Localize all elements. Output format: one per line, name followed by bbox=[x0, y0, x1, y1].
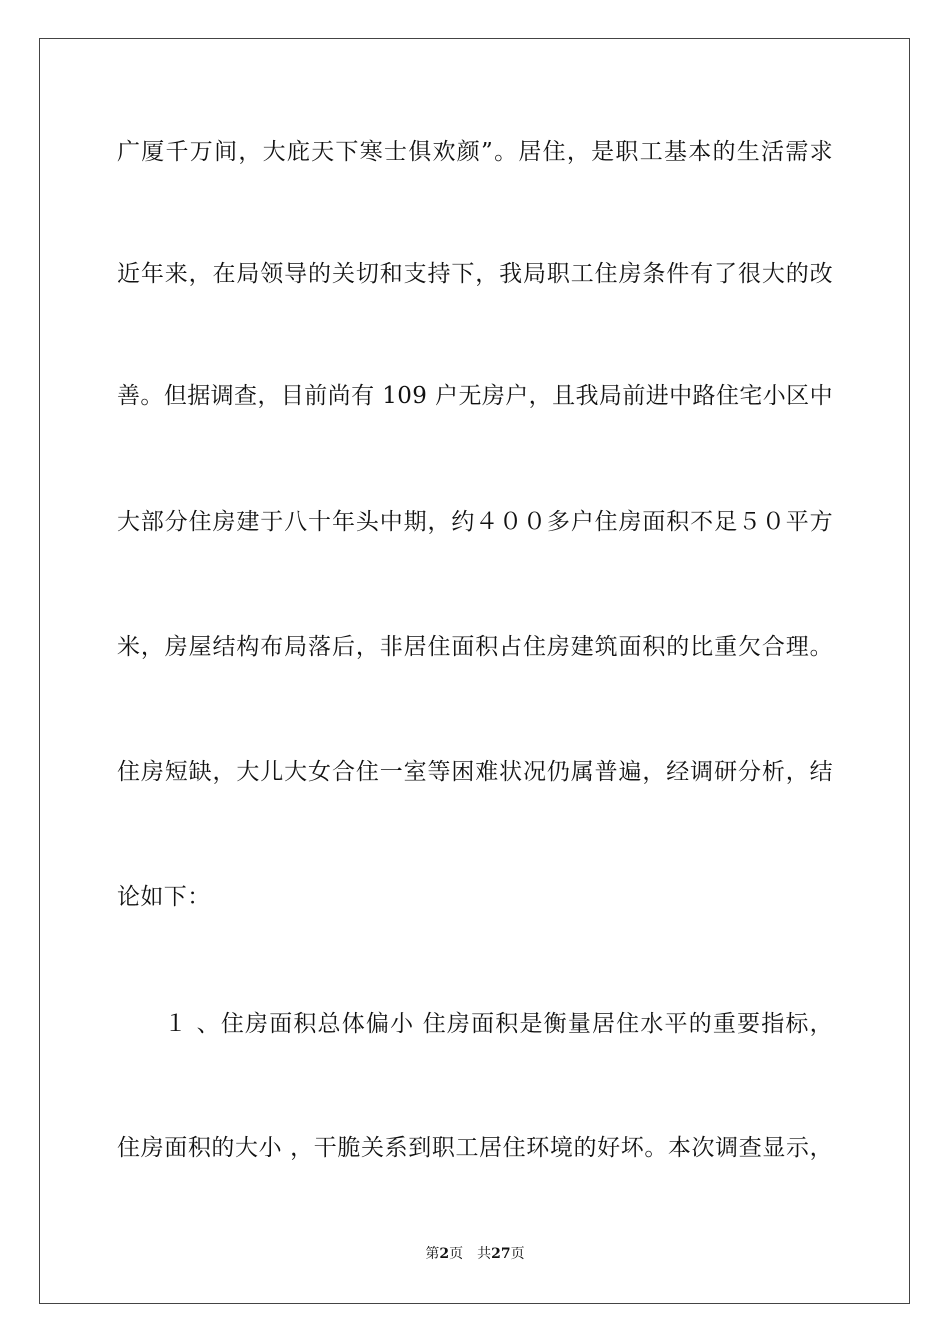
footer-page-total: 27 bbox=[491, 1246, 511, 1262]
text-line-4: 大部分住房建于八十年头中期，约４００多户住房面积不足５０平方 bbox=[117, 509, 833, 535]
footer-total-prefix: 共 bbox=[477, 1246, 492, 1262]
text-line-2: 近年来，在局领导的关切和支持下，我局职工住房条件有了很大的改 bbox=[117, 261, 833, 287]
text-line-7: 论如下： bbox=[117, 884, 211, 910]
text-line-8: １ 、住房面积总体偏小 住房面积是衡量居住水平的重要指标， bbox=[164, 1011, 833, 1037]
footer-total-unit: 页 bbox=[510, 1246, 525, 1262]
text-line-1: 广厦千万间，大庇天下寒士俱欢颜”。居住，是职工基本的生活需求 bbox=[117, 139, 833, 165]
page-footer bbox=[0, 1245, 950, 1263]
text-line-3: 善。但据调查，目前尚有 109 户无房户，且我局前进中路住宅小区中 bbox=[117, 383, 833, 409]
footer-page-unit: 页 bbox=[449, 1246, 464, 1262]
page-border bbox=[39, 38, 910, 1304]
footer-page-prefix: 第 bbox=[425, 1246, 440, 1262]
footer-page-current: 2 bbox=[439, 1246, 450, 1262]
text-line-6: 住房短缺，大儿大女合住一室等困难状况仍属普遍，经调研分析，结 bbox=[117, 759, 833, 785]
text-line-9: 住房面积的大小 ，干脆关系到职工居住环境的好坏。本次调查显示， bbox=[117, 1135, 833, 1161]
text-line-5: 米，房屋结构布局落后，非居住面积占住房建筑面积的比重欠合理。 bbox=[117, 634, 833, 660]
